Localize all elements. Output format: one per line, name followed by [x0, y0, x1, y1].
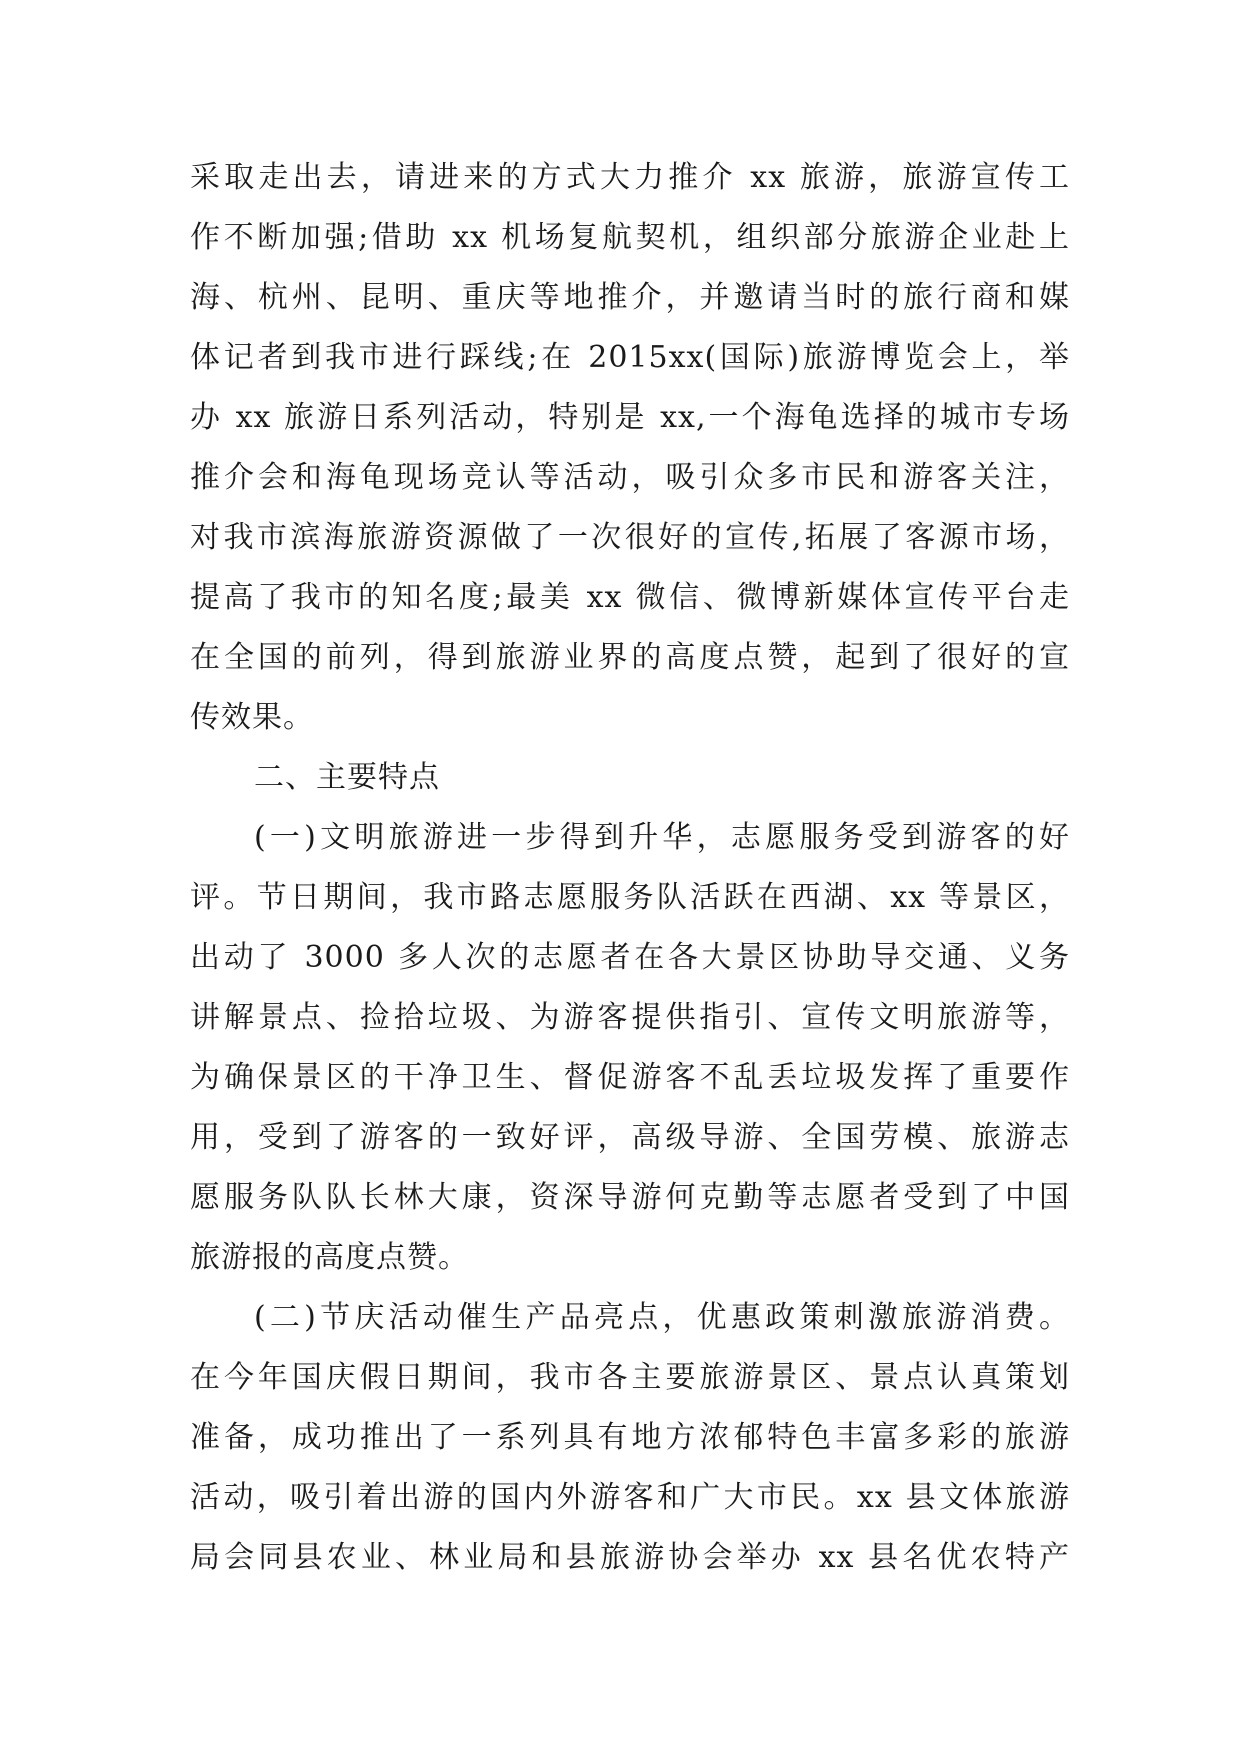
- text-line: 在今年国庆假日期间，我市各主要旅游景区、景点认真策划: [190, 1360, 1070, 1395]
- text-line: 作不断加强;借助 xx 机场复航契机，组织部分旅游企业赴上: [190, 220, 1070, 255]
- text-line: 传效果。: [190, 700, 314, 735]
- section-heading: 二、主要特点: [254, 760, 440, 795]
- text-line: 局会同县农业、林业局和县旅游协会举办 xx 县名优农特产: [190, 1540, 1070, 1575]
- text-line: 体记者到我市进行踩线;在 2015xx(国际)旅游博览会上，举: [190, 340, 1070, 375]
- text-line: 评。节日期间，我市路志愿服务队活跃在西湖、xx 等景区，: [190, 880, 1070, 915]
- text-line: (一)文明旅游进一步得到升华，志愿服务受到游客的好: [254, 820, 1070, 855]
- text-line: 愿服务队队长林大康，资深导游何克勤等志愿者受到了中国: [190, 1180, 1070, 1215]
- text-line: 活动，吸引着出游的国内外游客和广大市民。xx 县文体旅游: [190, 1480, 1070, 1515]
- text-line: 讲解景点、捡拾垃圾、为游客提供指引、宣传文明旅游等，: [190, 1000, 1070, 1035]
- text-line: 推介会和海龟现场竞认等活动，吸引众多市民和游客关注，: [190, 460, 1070, 495]
- text-line: 采取走出去，请进来的方式大力推介 xx 旅游，旅游宣传工: [190, 160, 1070, 195]
- text-line: 为确保景区的干净卫生、督促游客不乱丢垃圾发挥了重要作: [190, 1060, 1070, 1095]
- text-line: 出动了 3000 多人次的志愿者在各大景区协助导交通、义务: [190, 940, 1070, 975]
- text-line: 办 xx 旅游日系列活动，特别是 xx,一个海龟选择的城市专场: [190, 400, 1070, 435]
- text-line: 海、杭州、昆明、重庆等地推介，并邀请当时的旅行商和媒: [190, 280, 1070, 315]
- text-line: (二)节庆活动催生产品亮点，优惠政策刺激旅游消费。: [254, 1300, 1070, 1335]
- text-line: 旅游报的高度点赞。: [190, 1240, 469, 1275]
- text-line: 准备，成功推出了一系列具有地方浓郁特色丰富多彩的旅游: [190, 1420, 1070, 1455]
- text-line: 在全国的前列，得到旅游业界的高度点赞，起到了很好的宣: [190, 640, 1070, 675]
- text-line: 对我市滨海旅游资源做了一次很好的宣传,拓展了客源市场，: [190, 520, 1070, 555]
- text-line: 用，受到了游客的一致好评，高级导游、全国劳模、旅游志: [190, 1120, 1070, 1155]
- text-line: 提高了我市的知名度;最美 xx 微信、微博新媒体宣传平台走: [190, 580, 1070, 615]
